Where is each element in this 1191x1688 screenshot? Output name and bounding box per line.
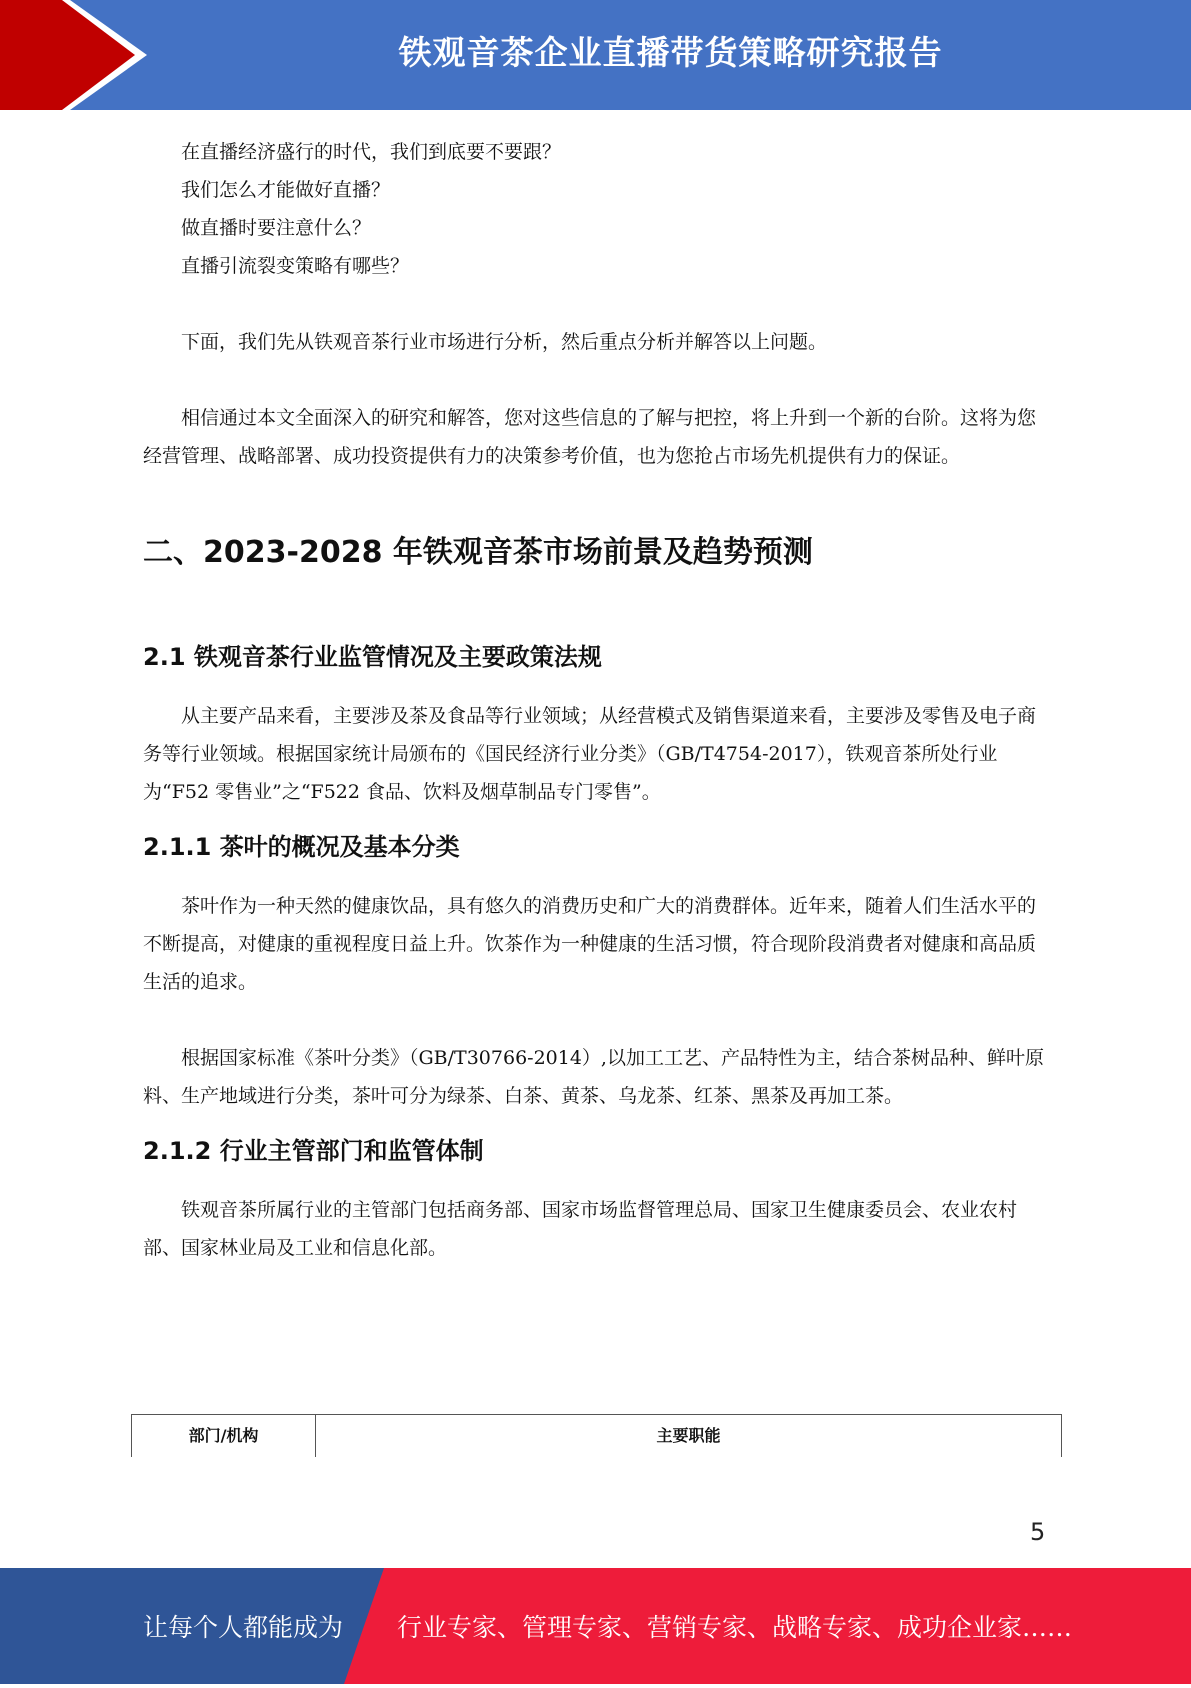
page-content — [143, 133, 1046, 1267]
intro-paragraph-1: 下面，我们先从铁观音茶行业市场进行分析，然后重点分析并解答以上问题。 — [181, 331, 828, 353]
table-header-department: 部门/机构 — [132, 1415, 316, 1457]
intro-question-1: 在直播经济盛行的时代，我们到底要不要跟？ — [181, 141, 562, 163]
section-2-1-2-heading: 2.1.2 行业主管部门和监管体制 — [143, 1137, 484, 1165]
header-band — [0, 0, 1191, 110]
intro-question-4: 直播引流裂变策略有哪些？ — [181, 255, 410, 277]
departments-table-header — [131, 1414, 1062, 1457]
footer-slogan-right: 行业专家、管理专家、营销专家、战略专家、成功企业家…… — [397, 1613, 1073, 1642]
section-2-heading: 二、2023-2028 年铁观音茶市场前景及趋势预测 — [143, 535, 813, 570]
intro-paragraph-2: 相信通过本文全面深入的研究和解答，您对这些信息的了解与把控，将上升到一个新的台阶。这将为您经营管理、战略部署、成功投资提供有力的决策参考价值，也为您抢占市场先机提供有力的保证。 — [143, 407, 1037, 467]
footer-slogan-left: 让每个人都能成为 — [143, 1613, 344, 1642]
section-2-1-1-paragraph-1: 茶叶作为一种天然的健康饮品，具有悠久的消费历史和广大的消费群体。近年来，随着人们生活水平的不断提高，对健康的重视程度日益上升。饮茶作为一种健康的生活习惯，符合现阶段消费者对健康和高品质生活的追求。 — [143, 895, 1037, 993]
footer-band — [0, 1568, 1191, 1684]
section-2-1-1-heading: 2.1.1 茶叶的概况及基本分类 — [143, 833, 460, 861]
intro-question-3: 做直播时要注意什么？ — [181, 217, 372, 239]
table-header-duties: 主要职能 — [656, 1426, 721, 1445]
intro-question-2: 我们怎么才能做好直播？ — [181, 179, 391, 201]
page-number: 5 — [1030, 1518, 1046, 1546]
section-2-1-paragraph: 从主要产品来看，主要涉及茶及食品等行业领域；从经营模式及销售渠道来看，主要涉及零售及电子商务等行业领域。根据国家统计局颁布的《国民经济行业分类》（GB/T4754-2017），铁观音茶所处行业为“F52 零售业”之“F522 食品、饮料及烟草制品专门零售”。 — [143, 705, 1037, 803]
section-2-1-1-paragraph-2: 根据国家标准《茶叶分类》（GB/T30766-2014）,以加工工艺、产品特性为主，结合茶树品种、鲜叶原料、生产地域进行分类，茶叶可分为绿茶、白茶、黄茶、乌龙茶、红茶、黑茶及再加工茶。 — [143, 1047, 1044, 1107]
header-arrow-decoration — [0, 0, 160, 110]
section-2-1-2-paragraph: 铁观音茶所属行业的主管部门包括商务部、国家市场监督管理总局、国家卫生健康委员会、农业农村部、国家林业局及工业和信息化部。 — [143, 1199, 1018, 1259]
section-2-1-heading: 2.1 铁观音茶行业监管情况及主要政策法规 — [143, 643, 602, 671]
report-title: 铁观音茶企业直播带货策略研究报告 — [398, 33, 943, 72]
